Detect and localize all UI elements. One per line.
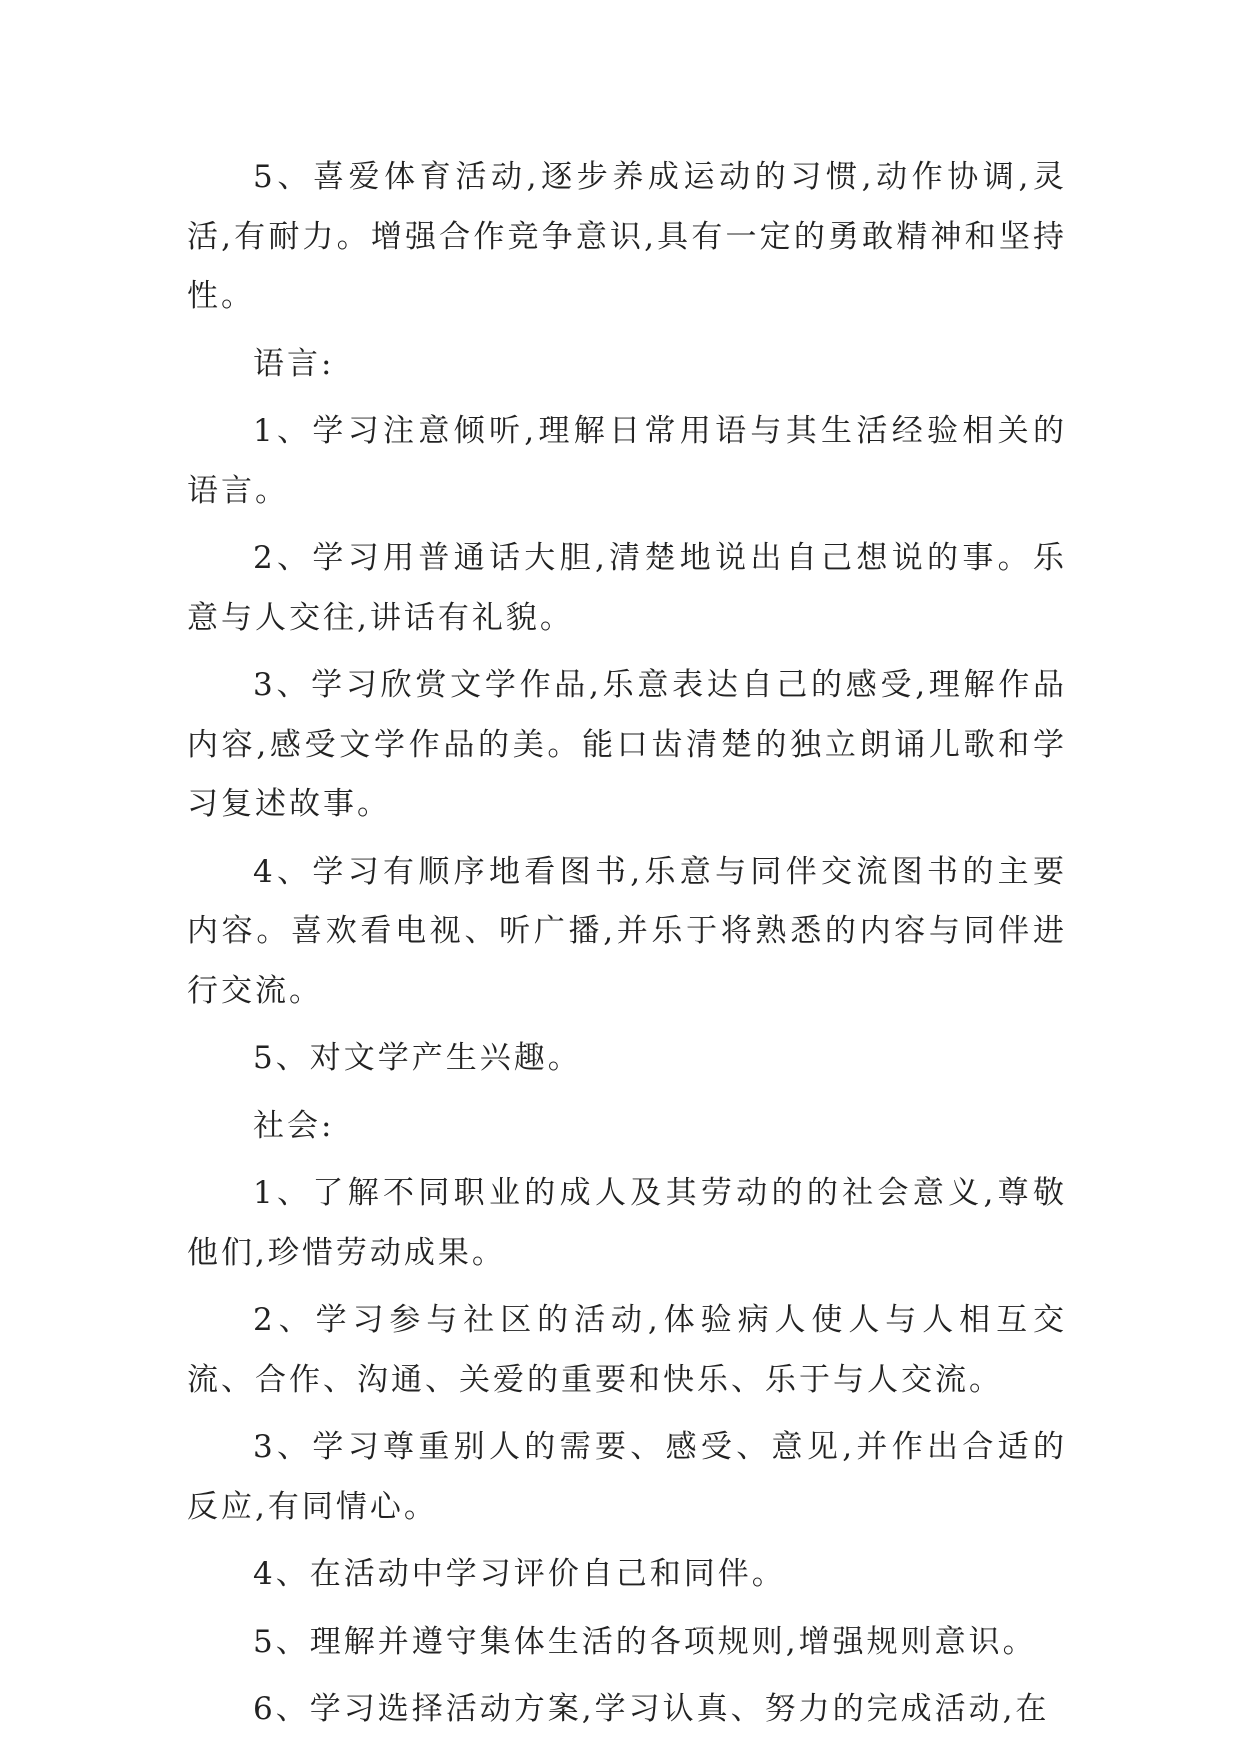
- paragraph-language-4: 4、学习有顺序地看图书,乐意与同伴交流图书的主要内容。喜欢看电视、听广播,并乐于将熟悉的内容与同伴进行交流。: [187, 853, 1067, 1009]
- paragraph-language-5: 5、对文学产生兴趣。: [253, 1040, 582, 1076]
- paragraph-society-6: 6、学习选择活动方案,学习认真、努力的完成活动,在: [253, 1691, 1050, 1727]
- paragraph-language-3: 3、学习欣赏文学作品,乐意表达自己的感受,理解作品内容,感受文学作品的美。能口齿清楚的独立朗诵儿歌和学习复述故事。: [187, 667, 1067, 822]
- paragraph-society-1: 1、了解不同职业的成人及其劳动的的社会意义,尊敬他们,珍惜劳动成果。: [187, 1175, 1067, 1271]
- paragraph-society-4: 4、在活动中学习评价自己和同伴。: [253, 1556, 786, 1592]
- paragraph-sports-5: 5、喜爱体育活动,逐步养成运动的习惯,动作协调,灵活,有耐力。增强合作竞争意识,具有一定的勇敢精神和坚持性。: [187, 159, 1067, 314]
- paragraph-language-2: 2、学习用普通话大胆,清楚地说出自己想说的事。乐意与人交往,讲话有礼貌。: [187, 540, 1067, 636]
- paragraph-society-3: 3、学习尊重别人的需要、感受、意见,并作出合适的反应,有同情心。: [187, 1429, 1067, 1525]
- section-heading-language: 语言:: [253, 345, 335, 382]
- paragraph-society-5: 5、理解并遵守集体生活的各项规则,增强规则意识。: [253, 1623, 1037, 1660]
- document-body: [187, 148, 1067, 1748]
- paragraph-society-2: 2、学习参与社区的活动,体验病人使人与人相互交流、合作、沟通、关爱的重要和快乐、乐于与人交流。: [187, 1302, 1067, 1398]
- paragraph-language-1: 1、学习注意倾听,理解日常用语与其生活经验相关的语言。: [187, 413, 1067, 509]
- section-heading-society: 社会:: [253, 1107, 335, 1144]
